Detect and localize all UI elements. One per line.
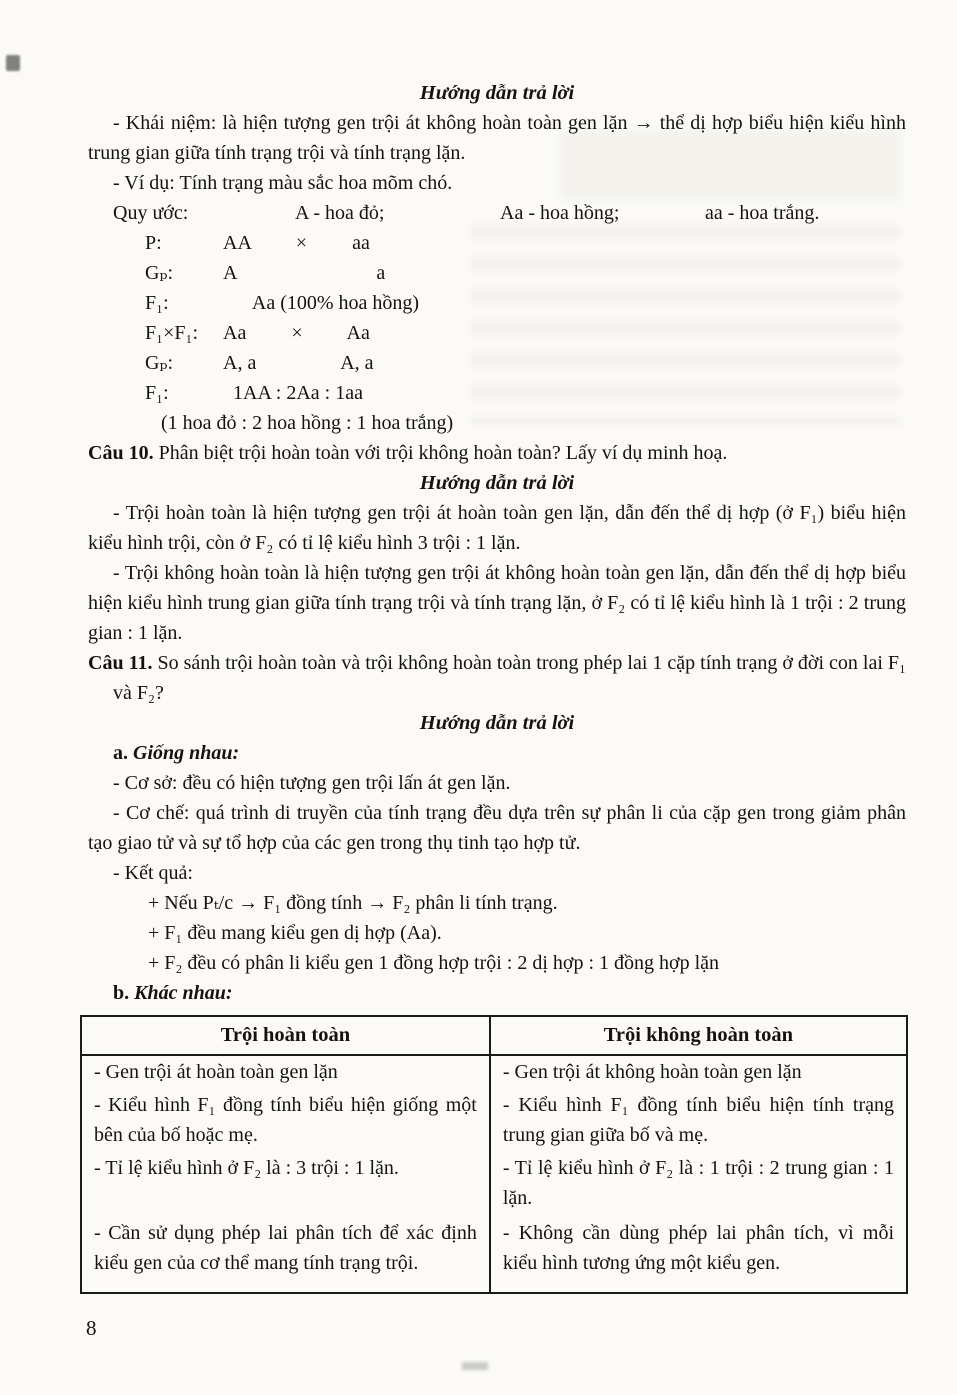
convention-item-pink: Aa - hoa hồng; — [500, 202, 620, 224]
table-row — [81, 1089, 907, 1152]
comparison-table — [80, 1015, 908, 1294]
page-content — [88, 78, 906, 1294]
question-11-text: So sánh trội hoàn toàn và trội không hoàn toàn trong phép lai 1 cặp tính trạng ở đời con lai F₁ và F₂? — [113, 652, 907, 704]
question-10 — [88, 438, 906, 468]
scheme-row-gp2 — [145, 348, 906, 378]
convention-label: Quy ước: — [113, 202, 189, 224]
question-11 — [88, 648, 906, 708]
similarity-result-label: - Kết quả: — [113, 862, 193, 884]
table-cell-right: - Tỉ lệ kiểu hình ở F₂ là : 1 trội : 2 trung gian : 1 lặn. — [502, 1157, 894, 1209]
scheme-row-gp1 — [145, 258, 906, 288]
table-header-complete-dominance: Trội hoàn toàn — [81, 1016, 490, 1055]
convention-item-white: aa - hoa trắng. — [705, 202, 820, 224]
scheme-label: P: — [145, 232, 162, 254]
q10-answer-1: - Trội hoàn toàn là hiện tượng gen trội át hoàn toàn gen lặn, dẫn đến thể dị hợp (ở F₁) biểu hiện kiểu hình trội, còn ở F₂ có tỉ lệ kiểu hình 3 trội : 1 lặn. — [88, 502, 906, 554]
differences-heading — [88, 978, 906, 1008]
scheme-label: F₁: — [145, 292, 169, 314]
answer-guide-heading: Hướng dẫn trả lời — [419, 472, 575, 494]
question-10-label: Câu 10. — [88, 442, 154, 464]
question-10-text: Phân biệt trội hoàn toàn với trội không hoàn toàn? Lấy ví dụ minh hoạ. — [153, 442, 728, 464]
table-row — [81, 1152, 907, 1215]
cross-scheme — [145, 228, 906, 408]
table-cell-left: - Kiểu hình F₁ đồng tính biểu hiện giống một bên của bố hoặc mẹ. — [81, 1089, 490, 1152]
result-item-1: + Nếu Pₜ/c → F₁ đồng tính → F₂ phân li tính trạng. — [148, 892, 558, 914]
scheme-body: Aa × Aa — [223, 322, 370, 344]
table-header-row — [81, 1016, 907, 1055]
table-cell-left: - Tỉ lệ kiểu hình ở F₂ là : 3 trội : 1 lặn. — [81, 1152, 490, 1215]
scan-artifact — [6, 55, 20, 71]
table-cell-right: - Không cần dùng phép lai phân tích, vì mỗi kiểu hình tương ứng một kiểu gen. — [502, 1222, 894, 1274]
scheme-label: Gₚ: — [145, 352, 173, 374]
ratio-note: (1 hoa đỏ : 2 hoa hồng : 1 hoa trắng) — [161, 412, 454, 434]
convention-row — [88, 198, 906, 228]
scheme-row-f1 — [145, 288, 906, 318]
scheme-row-f2 — [145, 378, 906, 408]
scheme-body: A a — [223, 262, 386, 284]
scheme-body: A, a A, a — [223, 352, 374, 374]
scheme-label: F₁: — [145, 382, 169, 404]
differences-title: Khác nhau: — [134, 982, 233, 1004]
similarities-heading — [88, 738, 906, 768]
result-item-3: + F₂ đều có phân li kiểu gen 1 đồng hợp trội : 2 dị hợp : 1 đồng hợp lặn — [148, 952, 720, 974]
similarities-title: Giống nhau: — [133, 742, 240, 764]
table-cell-right: - Gen trội át không hoàn toàn gen lặn — [502, 1061, 802, 1083]
scheme-label: F₁×F₁: — [145, 322, 199, 344]
table-cell-left: - Cần sử dụng phép lai phân tích để xác định kiểu gen của cơ thể mang tính trạng trội. — [81, 1215, 490, 1293]
scheme-body: 1AA : 2Aa : 1aa — [223, 382, 363, 404]
table-row — [81, 1215, 907, 1293]
scheme-body: Aa (100% hoa hồng) — [223, 292, 420, 314]
q10-answer-2: - Trội không hoàn toàn là hiện tượng gen trội át không hoàn toàn gen lặn, dẫn đến thể dị hợp biểu hiện kiểu hình trung gian giữa tính trạng trội và tính trạng lặn, ở F₂ có tỉ lệ kiểu hình là 1 trội : 2 trung gian : 1 lặn. — [88, 562, 906, 644]
table-cell-left: - Gen trội át hoàn toàn gen lặn — [81, 1055, 490, 1089]
scan-artifact — [462, 1362, 488, 1370]
convention-item-red: A - hoa đỏ; — [295, 202, 385, 224]
similarities-marker: a. — [113, 742, 133, 764]
concept-paragraph: - Khái niệm: là hiện tượng gen trội át không hoàn toàn gen lặn → thể dị hợp biểu hiện kiểu hình trung gian giữa tính trạng trội và tính trạng lặn. — [88, 112, 906, 164]
page-number: 8 — [86, 1316, 97, 1340]
answer-guide-heading: Hướng dẫn trả lời — [419, 712, 575, 734]
table-header-incomplete-dominance: Trội không hoàn toàn — [490, 1016, 907, 1055]
similarity-basis: - Cơ sở: đều có hiện tượng gen trội lấn át gen lặn. — [113, 772, 511, 794]
similarity-mechanism: - Cơ chế: quá trình di truyền của tính trạng đều dựa trên sự phân li của cặp gen trong giảm phân tạo giao tử và sự tổ hợp của các gen trong thụ tinh tạo hợp tử. — [88, 802, 906, 854]
result-item-2: + F₁ đều mang kiểu gen dị hợp (Aa). — [148, 922, 442, 944]
scheme-label: Gₚ: — [145, 262, 173, 284]
question-11-label: Câu 11. — [88, 652, 153, 674]
table-row — [81, 1055, 907, 1089]
scheme-row-f1xf1 — [145, 318, 906, 348]
example-paragraph: - Ví dụ: Tính trạng màu sắc hoa mõm chó. — [113, 172, 453, 194]
differences-marker: b. — [113, 982, 135, 1004]
scheme-body: AA × aa — [223, 232, 370, 254]
answer-guide-heading: Hướng dẫn trả lời — [419, 82, 575, 104]
table-cell-right: - Kiểu hình F₁ đồng tính biểu hiện tính trạng trung gian giữa bố và mẹ. — [502, 1094, 894, 1146]
scheme-row-p — [145, 228, 906, 258]
